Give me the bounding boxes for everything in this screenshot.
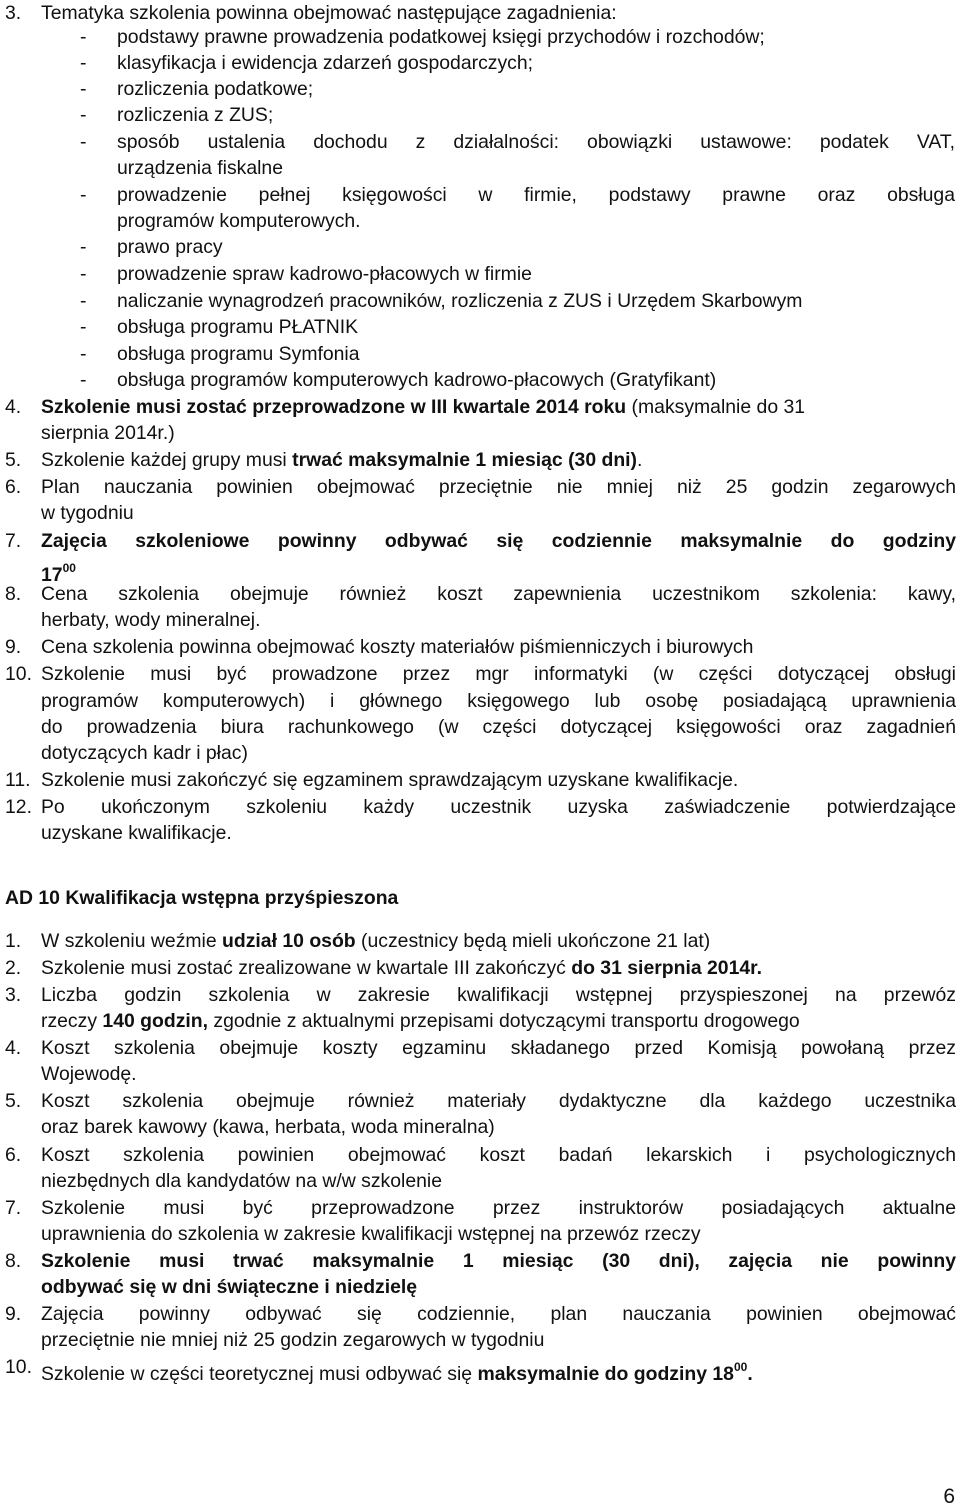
item-number: 7. bbox=[5, 1197, 22, 1219]
list-item-continuation bbox=[0, 1274, 960, 1300]
bullet-dash: - bbox=[80, 369, 87, 391]
list-item bbox=[0, 955, 960, 981]
list-item bbox=[0, 1195, 960, 1221]
list-item bbox=[0, 1301, 960, 1327]
list-item bbox=[0, 794, 960, 820]
list-item bbox=[0, 261, 960, 287]
item-number: 3. bbox=[5, 2, 22, 24]
bullet-dash: - bbox=[80, 131, 87, 153]
item-text: oraz barek kawowy (kawa, herbata, woda mineralna) bbox=[41, 1116, 495, 1138]
list-item-continuation bbox=[0, 208, 960, 234]
sub-item-text: urządzenia fiskalne bbox=[117, 157, 283, 179]
item-text: uprawnienia do szkolenia w zakresie kwalifikacji wstępnej na przewóz rzeczy bbox=[41, 1223, 701, 1245]
list-item-continuation bbox=[0, 500, 960, 526]
item-text: odbywać się w dni świąteczne i niedzielę bbox=[41, 1276, 418, 1298]
item-text: Szkolenie musi być przeprowadzone przez instruktorów posiadających aktualne bbox=[41, 1197, 956, 1219]
item-text: Koszt szkolenia powinien obejmować koszt badań lekarskich i psychologicznych bbox=[41, 1144, 956, 1166]
item-text bbox=[41, 955, 762, 981]
list-item bbox=[0, 634, 960, 660]
item-text bbox=[41, 1008, 800, 1034]
item-text: sierpnia 2014r.) bbox=[41, 422, 175, 444]
list-item-continuation bbox=[0, 155, 960, 181]
emphasis-text: maksymalnie do godziny 18 bbox=[477, 1363, 734, 1385]
list-item bbox=[0, 928, 960, 954]
sub-item-text: rozliczenia podatkowe; bbox=[117, 78, 314, 100]
list-item bbox=[0, 982, 960, 1008]
list-item-continuation bbox=[0, 1221, 960, 1247]
item-number: 7. bbox=[5, 530, 22, 552]
item-number: 8. bbox=[5, 583, 22, 605]
sub-item-text: obsługa programów komputerowych kadrowo-płacowych (Gratyfikant) bbox=[117, 369, 717, 391]
list-item-continuation bbox=[0, 420, 960, 446]
item-number: 6. bbox=[5, 1144, 22, 1166]
item-number: 5. bbox=[5, 1090, 22, 1112]
list-item bbox=[0, 661, 960, 687]
list-item bbox=[0, 474, 960, 500]
item-text bbox=[41, 394, 805, 420]
item-text-start: Szkolenie w części teoretycznej musi odbywać się bbox=[41, 1363, 478, 1385]
item-text: Liczba godzin szkolenia w zakresie kwalifikacji wstępnej przyspieszonej na przewóz bbox=[41, 984, 956, 1006]
item-text bbox=[41, 1354, 753, 1387]
emphasis-text: do 31 sierpnia 2014r. bbox=[571, 957, 763, 979]
item-number: 5. bbox=[5, 449, 22, 471]
item-text: uzyskane kwalifikacje. bbox=[41, 822, 232, 844]
sub-item-text: klasyfikacja i ewidencja zdarzeń gospodarczych; bbox=[117, 52, 534, 74]
item-text: dotyczących kadr i płac) bbox=[41, 742, 248, 764]
list-item bbox=[0, 50, 960, 76]
sub-item-text: programów komputerowych. bbox=[117, 210, 361, 232]
bullet-dash: - bbox=[80, 236, 87, 258]
sub-item-text: sposób ustalenia dochodu z działalności: obowiązki ustawowe: podatek VAT, bbox=[117, 131, 955, 153]
list-item bbox=[0, 234, 960, 260]
item-number: 8. bbox=[5, 1250, 22, 1272]
list-item-continuation bbox=[0, 1168, 960, 1194]
bullet-dash: - bbox=[80, 104, 87, 126]
emphasis-text: udział 10 osób bbox=[222, 930, 356, 952]
item-text: Szkolenie musi zakończyć się egzaminem sprawdzającym uzyskane kwalifikacje. bbox=[41, 769, 739, 791]
item-text: w tygodniu bbox=[41, 502, 134, 524]
list-item bbox=[0, 1035, 960, 1061]
item-number: 10. bbox=[5, 663, 32, 685]
list-item bbox=[0, 447, 960, 473]
item-number: 4. bbox=[5, 1037, 22, 1059]
item-text: Po ukończonym szkoleniu każdy uczestnik uzyska zaświadczenie potwierdzające bbox=[41, 796, 956, 818]
bullet-dash: - bbox=[80, 52, 87, 74]
item-number: 2. bbox=[5, 957, 22, 979]
bullet-dash: - bbox=[80, 263, 87, 285]
list-item bbox=[0, 129, 960, 155]
list-item bbox=[0, 341, 960, 367]
list-item-continuation bbox=[0, 1327, 960, 1353]
item-text-rest: (uczestnicy będą mieli ukończone 21 lat) bbox=[355, 930, 711, 952]
list-item-continuation bbox=[0, 1061, 960, 1087]
list-item bbox=[0, 0, 960, 26]
item-text: Cena szkolenia obejmuje również koszt zapewnienia uczestnikom szkolenia: kawy, bbox=[41, 583, 956, 605]
hour-superscript: 00 bbox=[62, 561, 76, 575]
item-text-end: . bbox=[637, 449, 643, 471]
item-number: 1. bbox=[5, 930, 22, 952]
item-text: Tematyka szkolenia powinna obejmować następujące zagadnienia: bbox=[41, 2, 617, 24]
item-text: Koszt szkolenia obejmuje koszty egzaminu składanego przed Komisją powołaną przez bbox=[41, 1037, 956, 1059]
item-text-start: Szkolenie każdej grupy musi bbox=[41, 449, 293, 471]
list-item bbox=[0, 288, 960, 314]
list-item bbox=[0, 581, 960, 607]
list-item bbox=[0, 314, 960, 340]
sub-item-text: naliczanie wynagrodzeń pracowników, rozliczenia z ZUS i Urzędem Skarbowym bbox=[117, 290, 803, 312]
list-item bbox=[0, 102, 960, 128]
item-text bbox=[41, 447, 642, 473]
item-text: niezbędnych dla kandydatów na w/w szkolenie bbox=[41, 1170, 442, 1192]
section-heading-row bbox=[0, 885, 960, 911]
list-item bbox=[0, 394, 960, 420]
item-text: Szkolenie musi trwać maksymalnie 1 miesiąc (30 dni), zajęcia nie powinny bbox=[41, 1250, 956, 1272]
list-item bbox=[0, 76, 960, 102]
list-item bbox=[0, 1088, 960, 1114]
list-item bbox=[0, 1354, 960, 1385]
sub-item-text: rozliczenia z ZUS; bbox=[117, 104, 274, 126]
item-number: 6. bbox=[5, 476, 22, 498]
emphasis-text: 140 godzin, bbox=[102, 1010, 209, 1032]
item-text-start: Szkolenie musi zostać zrealizowane w kwartale III zakończyć bbox=[41, 957, 572, 979]
bullet-dash: - bbox=[80, 343, 87, 365]
item-text: herbaty, wody mineralnej. bbox=[41, 609, 261, 631]
list-item-continuation bbox=[0, 555, 960, 586]
list-item bbox=[0, 182, 960, 208]
hour-superscript: 00 bbox=[733, 1360, 748, 1374]
item-text: przeciętnie nie mniej niż 25 godzin zegarowych w tygodniu bbox=[41, 1329, 545, 1351]
item-number: 12. bbox=[5, 796, 32, 818]
item-number: 10. bbox=[5, 1356, 32, 1378]
sub-item-text: obsługa programu PŁATNIK bbox=[117, 316, 359, 338]
item-text: Plan nauczania powinien obejmować przeciętnie nie mniej niż 25 godzin zegarowych bbox=[41, 476, 956, 498]
sub-item-text: podstawy prawne prowadzenia podatkowej księgi przychodów i rozchodów; bbox=[117, 26, 765, 48]
list-item-continuation bbox=[0, 1008, 960, 1034]
item-text: do prowadzenia biura rachunkowego (w części dotyczącej księgowości oraz zagadnień bbox=[41, 716, 956, 738]
item-text: Wojewodę. bbox=[41, 1063, 137, 1085]
item-text-start: W szkoleniu weźmie bbox=[41, 930, 223, 952]
item-text: Szkolenie musi być prowadzone przez mgr informatyki (w części dotyczącej obsługi bbox=[41, 663, 956, 685]
sub-item-text: prowadzenie pełnej księgowości w firmie, podstawy prawne oraz obsługa bbox=[117, 184, 955, 206]
item-text-rest: zgodnie z aktualnymi przepisami dotyczącymi transportu drogowego bbox=[208, 1010, 800, 1032]
list-item-continuation bbox=[0, 1114, 960, 1140]
list-item bbox=[0, 767, 960, 793]
item-number: 9. bbox=[5, 636, 22, 658]
item-number: 9. bbox=[5, 1303, 22, 1325]
list-item-continuation bbox=[0, 688, 960, 714]
item-text: Cena szkolenia powinna obejmować koszty materiałów piśmienniczych i biurowych bbox=[41, 636, 754, 658]
page-number: 6 bbox=[943, 1485, 955, 1508]
list-item bbox=[0, 24, 960, 50]
item-text-rest: (maksymalnie do 31 bbox=[626, 396, 806, 418]
list-item-continuation bbox=[0, 820, 960, 846]
sub-item-text: prawo pracy bbox=[117, 236, 223, 258]
emphasis-text: Szkolenie musi zostać przeprowadzone w III kwartale 2014 roku bbox=[41, 396, 627, 418]
bullet-dash: - bbox=[80, 26, 87, 48]
item-text: Koszt szkolenia obejmuje również materiały dydaktyczne dla każdego uczestnika bbox=[41, 1090, 956, 1112]
bullet-dash: - bbox=[80, 290, 87, 312]
sub-item-text: prowadzenie spraw kadrowo-płacowych w firmie bbox=[117, 263, 532, 285]
sub-item-text: obsługa programu Symfonia bbox=[117, 343, 360, 365]
item-text-start: rzeczy bbox=[41, 1010, 103, 1032]
bullet-dash: - bbox=[80, 184, 87, 206]
item-text: Zajęcia szkoleniowe powinny odbywać się codziennie maksymalnie do godziny bbox=[41, 530, 956, 552]
emphasis-text: trwać maksymalnie 1 miesiąc (30 dni) bbox=[292, 449, 638, 471]
list-item bbox=[0, 528, 960, 554]
list-item bbox=[0, 1142, 960, 1168]
item-text bbox=[41, 928, 710, 954]
list-item bbox=[0, 1248, 960, 1274]
bullet-dash: - bbox=[80, 316, 87, 338]
item-text-end: . bbox=[747, 1363, 753, 1385]
item-number: 3. bbox=[5, 984, 22, 1006]
item-number: 4. bbox=[5, 396, 22, 418]
list-item-continuation bbox=[0, 740, 960, 766]
section-heading: AD 10 Kwalifikacja wstępna przyśpieszona bbox=[5, 887, 399, 909]
list-item-continuation bbox=[0, 714, 960, 740]
bullet-dash: - bbox=[80, 78, 87, 100]
item-number: 11. bbox=[5, 769, 31, 791]
item-text: programów komputerowych) i głównego księgowego lub osobę posiadającą uprawnienia bbox=[41, 690, 956, 712]
hour-value: 17 bbox=[41, 564, 63, 586]
list-item-continuation bbox=[0, 607, 960, 633]
item-text: Zajęcia powinny odbywać się codziennie, plan nauczania powinien obejmować bbox=[41, 1303, 956, 1325]
list-item bbox=[0, 367, 960, 393]
